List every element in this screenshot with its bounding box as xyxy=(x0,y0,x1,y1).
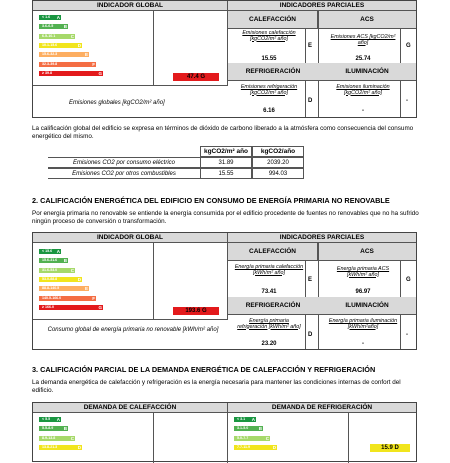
rating-bar-letter: C xyxy=(70,267,74,273)
rating-bar-d xyxy=(39,445,82,450)
primary-energy-table xyxy=(32,232,417,350)
rating-bar-d xyxy=(39,43,82,48)
rating-bar-letter: B xyxy=(258,426,262,432)
global-indicator-header-2: INDICADOR GLOBAL xyxy=(33,233,228,243)
partial-indicators-header-2: INDICADORES PARCIALES xyxy=(228,233,416,243)
heating-letter-2: E xyxy=(308,277,313,283)
rating-bar-d xyxy=(39,277,82,282)
rating-bar-letter: D xyxy=(77,276,81,282)
rating-bar-e xyxy=(39,286,89,291)
rating-bar-letter: F xyxy=(92,295,95,301)
heating-demand-header: DEMANDA DE CALEFACCIÓN xyxy=(33,403,228,413)
cooling-label: Emisiones refrigeración [kgCO2/m² año] xyxy=(240,84,298,96)
rating-scale-2 xyxy=(33,243,228,320)
lighting-value: - xyxy=(362,108,364,114)
electric-emissions-label: Emisiones CO2 por consumo eléctrico xyxy=(48,157,200,168)
rating-bar-letter: G xyxy=(98,304,102,310)
global-indicator-header: INDICADOR GLOBAL xyxy=(33,1,228,11)
cooling-demand-header: DEMANDA DE REFRIGERACIÓN xyxy=(228,403,416,413)
cooling-value-2: 23.20 xyxy=(261,341,277,347)
rating-bar-b xyxy=(39,24,68,29)
rating-bar-letter: A xyxy=(251,417,255,422)
rating-bar-letter: E xyxy=(84,52,88,58)
rating-bar-letter: B xyxy=(63,258,67,264)
heating-demand-scale xyxy=(33,413,228,463)
heating-value-2: 73.41 xyxy=(261,289,277,295)
rating-bar-letter: A xyxy=(56,249,60,254)
rating-scale xyxy=(33,11,228,86)
global-rating-indicator-2: 193.6 G xyxy=(173,307,219,315)
partial-indicators-header: INDICADORES PARCIALES xyxy=(228,1,416,11)
rating-bar-range: 6.5-10.1 xyxy=(42,33,56,38)
rating-bar-range: 3.1-5.0 xyxy=(237,426,249,431)
other-emissions-label: Emisiones CO2 por otros combustibles xyxy=(48,168,200,179)
rating-bar-c xyxy=(39,268,75,273)
rating-bar-range: ≥ 166.0 xyxy=(42,304,54,309)
lighting-value-2: - xyxy=(362,341,364,347)
rating-bar-b xyxy=(39,258,68,263)
acs-header-2: ACS xyxy=(318,243,416,261)
cooling-demand-scale xyxy=(228,413,416,463)
rating-bar-range: 3.6-6.5 xyxy=(42,24,54,29)
rating-bar-c xyxy=(39,436,75,441)
rating-bar-range: 7.7-11.9 xyxy=(237,444,250,449)
rating-bar-b xyxy=(39,426,68,431)
cooling-letter-2: D xyxy=(308,332,313,338)
rating-bar-range: 88.8-140.5 xyxy=(42,286,60,291)
section-3-title: 3. CALIFICACIÓN PARCIAL DE LA DEMANDA ENERGÉTICA DE CALEFACCIÓN Y REFRIGERACIÓN xyxy=(32,365,376,374)
col-kgco2-m2: kgCO2/m² año xyxy=(200,146,252,157)
rating-bar-range: 5.5-8.9 xyxy=(42,426,54,431)
rating-bar-range: 13.8-21.3 xyxy=(42,444,58,449)
cooling-header-2: REFRIGERACIÓN xyxy=(228,297,318,315)
rating-bar-range: 53.0-88.8 xyxy=(42,276,58,281)
lighting-label-2: Energía primaria iluminación [kWh/m²año] xyxy=(328,318,398,330)
global-primary-energy-label: Consumo global de energía primaria no renovable [kWh/m² año] xyxy=(47,327,219,333)
rating-bar-range: 10.1-15.6 xyxy=(42,42,58,47)
rating-bar-a xyxy=(234,417,256,422)
rating-bar-b xyxy=(234,426,263,431)
rating-bar-range: 15.6-31.6 xyxy=(42,258,58,263)
cooling-value: 6.16 xyxy=(263,108,275,114)
rating-bar-letter: B xyxy=(63,426,67,432)
rating-bar-range: < 1.6 xyxy=(42,15,51,19)
heating-label-2: Energía primaria calefacción [kWh/m² año] xyxy=(234,264,304,276)
rating-bar-range: < 15.6 xyxy=(42,249,53,253)
acs-letter: G xyxy=(406,43,411,49)
cooling-letter: D xyxy=(308,98,313,104)
rating-bar-letter: G xyxy=(98,70,102,76)
rating-bar-range: 15.6-32.3 xyxy=(42,52,58,57)
heating-letter: E xyxy=(308,43,313,49)
acs-value-2: 96.97 xyxy=(355,289,371,295)
rating-bar-range: < 5.5 xyxy=(42,417,51,421)
section-2-title: 2. CALIFICACIÓN ENERGÉTICA DEL EDIFICIO EN CONSUMO DE ENERGÍA PRIMARIA NO RENOVABLE xyxy=(32,196,390,205)
col-kgco2: kgCO2/año xyxy=(252,146,304,157)
rating-bar-letter: A xyxy=(56,15,60,20)
section-3-description: La demanda energética de calefacción y refrigeración es la energía necesaria para mantener las condiciones internas de confort del edificio. xyxy=(32,379,401,394)
emissions-table xyxy=(32,0,417,118)
rating-bar-letter: D xyxy=(272,444,276,450)
rating-bar-range: 5.0-7.7 xyxy=(237,435,249,440)
rating-bar-f xyxy=(39,62,96,67)
lighting-header: ILUMINACIÓN xyxy=(318,63,416,81)
heating-header-2: CALEFACCIÓN xyxy=(228,243,318,261)
acs-label-2: Energía primaria ACS [kWh/m² año] xyxy=(336,266,390,278)
lighting-letter-2: - xyxy=(406,332,408,338)
heating-label: Emisiones calefacción [kgCO2/m² año] xyxy=(242,30,296,42)
section-2-description: Por energía primaria no renovable se entiende la energía consumida por el edificio procedente de fuentes no renovables que no ha sufrido ningún proceso de conversión o transformación. xyxy=(32,210,419,225)
rating-bar-g xyxy=(39,71,103,76)
cooling-demand-indicator: 15.9 D xyxy=(370,444,410,452)
cooling-label-2: Energía primaria refrigeración [kWh/m² año] xyxy=(237,318,301,330)
acs-letter-2: G xyxy=(406,277,411,283)
rating-bar-a xyxy=(39,249,61,254)
acs-header: ACS xyxy=(318,11,416,29)
rating-bar-f xyxy=(39,296,96,301)
rating-bar-letter: E xyxy=(84,286,88,292)
acs-label: Emisiones ACS [kgCO2/m² año] xyxy=(330,34,396,46)
rating-bar-letter: D xyxy=(77,42,81,48)
rating-bar-letter: C xyxy=(265,435,269,441)
rating-bar-c xyxy=(234,436,270,441)
electric-emissions-v1: 31.89 xyxy=(200,157,252,168)
rating-bar-g xyxy=(39,305,103,310)
emissions-breakdown-table xyxy=(48,146,308,182)
rating-bar-range: ≥ 39.8 xyxy=(42,70,52,75)
rating-bar-letter: D xyxy=(77,444,81,450)
rating-bar-letter: F xyxy=(92,61,95,67)
rating-bar-a xyxy=(39,417,61,422)
global-emissions-label: Emisiones globales [kgCO2/m² año] xyxy=(69,100,165,106)
emissions-description: La calificación global del edificio se expresa en términos de dióxido de carbono liberado a la atmósfera como consecuencia del consumo energético del mismo. xyxy=(32,125,414,140)
rating-bar-a xyxy=(39,15,61,20)
other-emissions-v2: 994.03 xyxy=(252,168,304,179)
rating-bar-e xyxy=(39,52,89,57)
rating-bar-c xyxy=(39,34,75,39)
rating-bar-letter: C xyxy=(70,33,74,39)
lighting-header-2: ILUMINACIÓN xyxy=(318,297,416,315)
rating-bar-range: 32.3-39.8 xyxy=(42,61,58,66)
rating-bar-range: 31.6-53.0 xyxy=(42,267,58,272)
rating-bar-d xyxy=(234,445,277,450)
global-rating-indicator: 47.4 G xyxy=(173,73,219,81)
rating-bar-range: 8.9-13.8 xyxy=(42,435,56,440)
lighting-label: Emisiones iluminación [kgCO2/m² año] xyxy=(336,84,390,96)
demand-table xyxy=(32,402,417,462)
rating-bar-range: < 3.1 xyxy=(237,417,246,421)
rating-bar-letter: B xyxy=(63,24,67,30)
heating-header: CALEFACCIÓN xyxy=(228,11,318,29)
rating-bar-letter: A xyxy=(56,417,60,422)
other-emissions-v1: 15.55 xyxy=(200,168,252,179)
acs-value: 25.74 xyxy=(355,56,371,62)
electric-emissions-v2: 2039.20 xyxy=(252,157,304,168)
cooling-header: REFRIGERACIÓN xyxy=(228,63,318,81)
rating-bar-range: 140.5-166.0 xyxy=(42,295,62,300)
lighting-letter: - xyxy=(406,98,408,104)
rating-bar-letter: C xyxy=(70,435,74,441)
heating-value: 15.55 xyxy=(261,56,277,62)
